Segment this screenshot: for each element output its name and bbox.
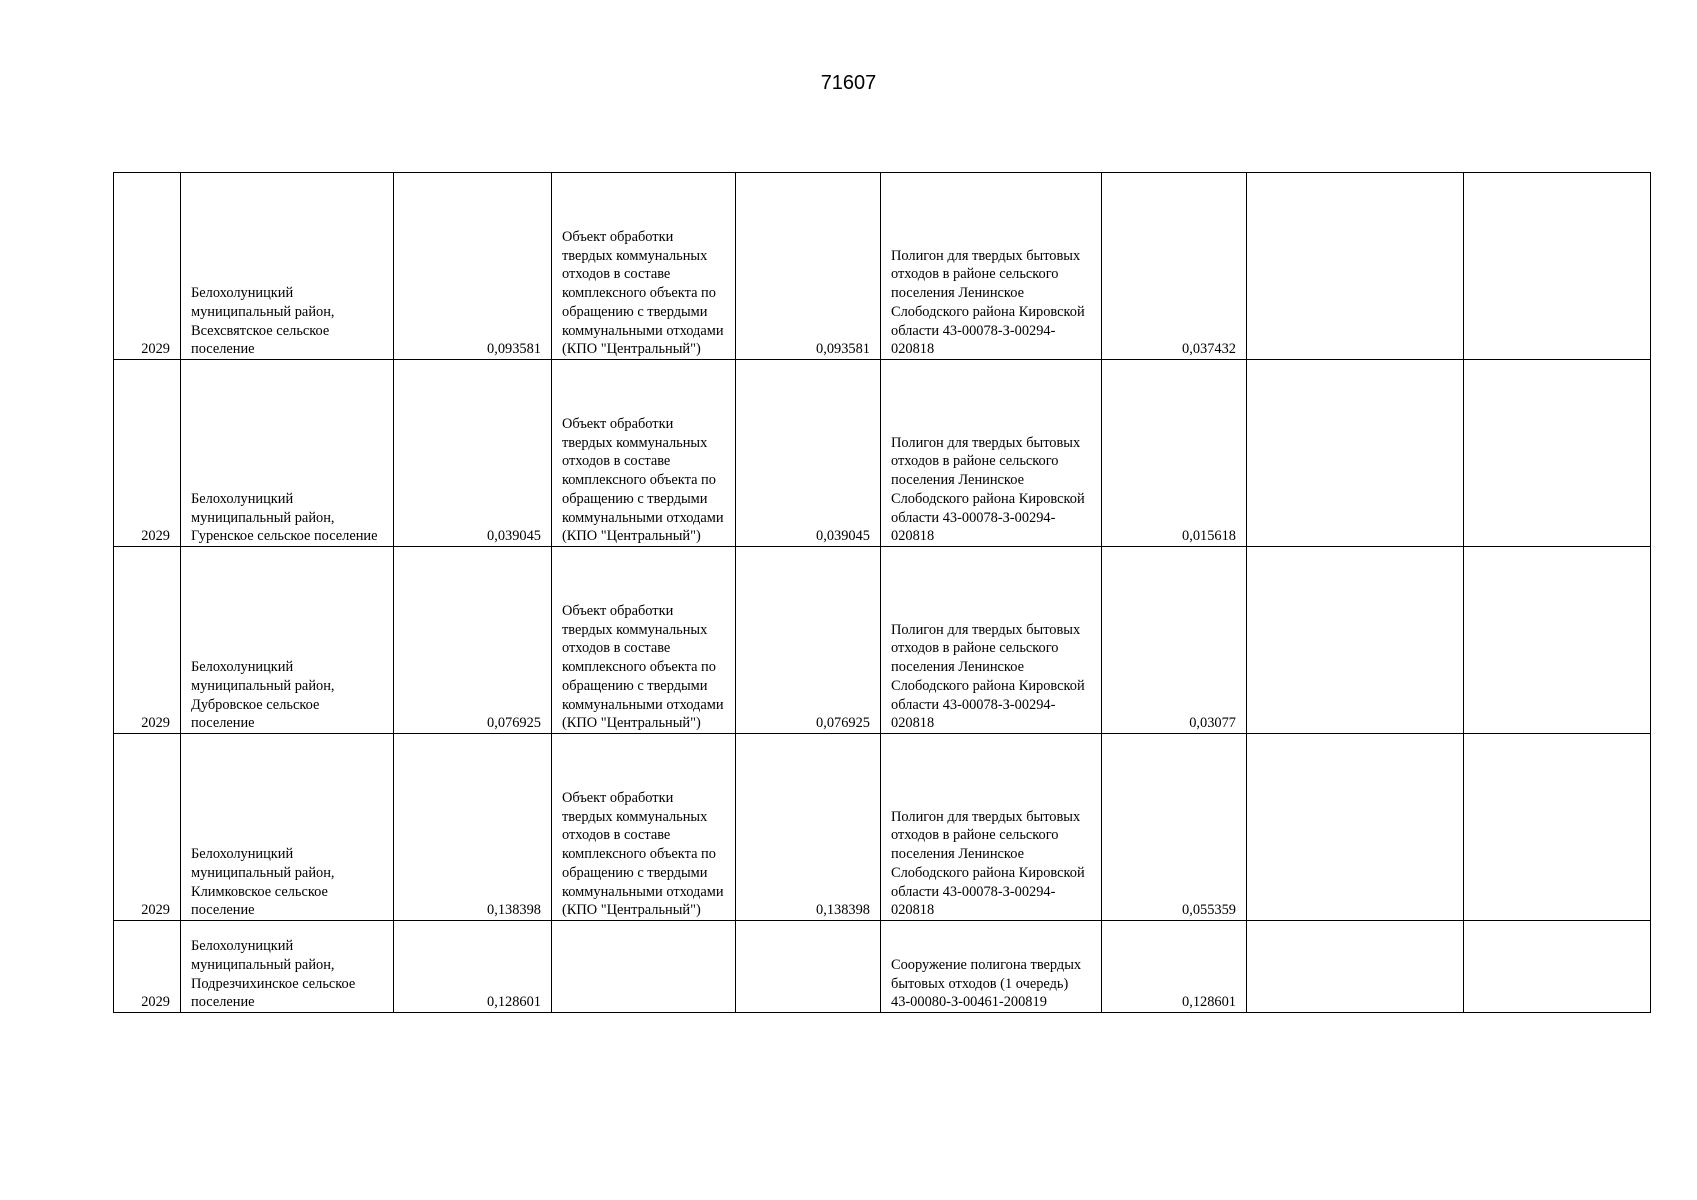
empty-cell bbox=[1464, 173, 1651, 360]
facility-cell: Объект обработки твердых коммунальных отходов в составе комплексного объекта по обращению с твердыми коммунальными отходами (КПО "Центральный") bbox=[552, 734, 736, 921]
municipality-cell: Белохолуницкий муниципальный район, Подрезчихинское сельское поселение bbox=[181, 921, 394, 1013]
empty-cell bbox=[1464, 547, 1651, 734]
landfill-value-cell: 0,037432 bbox=[1102, 173, 1247, 360]
data-table bbox=[113, 172, 1651, 1013]
empty-cell bbox=[1247, 173, 1464, 360]
year-cell: 2029 bbox=[114, 921, 181, 1013]
empty-cell bbox=[1464, 734, 1651, 921]
municipality-cell: Белохолуницкий муниципальный район, Гуренское сельское поселение bbox=[181, 360, 394, 547]
table-row bbox=[114, 734, 1651, 921]
empty-cell bbox=[1464, 921, 1651, 1013]
facility-value-cell: 0,138398 bbox=[736, 734, 881, 921]
municipality-cell: Белохолуницкий муниципальный район, Дубровское сельское поселение bbox=[181, 547, 394, 734]
table-row bbox=[114, 547, 1651, 734]
empty-cell bbox=[1247, 921, 1464, 1013]
year-cell: 2029 bbox=[114, 734, 181, 921]
total-value-cell: 0,076925 bbox=[394, 547, 552, 734]
facility-value-cell bbox=[736, 921, 881, 1013]
municipality-cell: Белохолуницкий муниципальный район, Климковское сельское поселение bbox=[181, 734, 394, 921]
year-cell: 2029 bbox=[114, 547, 181, 734]
landfill-cell: Сооружение полигона твердых бытовых отходов (1 очередь) 43-00080-З-00461-200819 bbox=[881, 921, 1102, 1013]
facility-cell bbox=[552, 921, 736, 1013]
table-row bbox=[114, 173, 1651, 360]
total-value-cell: 0,138398 bbox=[394, 734, 552, 921]
facility-cell: Объект обработки твердых коммунальных отходов в составе комплексного объекта по обращению с твердыми коммунальными отходами (КПО "Центральный") bbox=[552, 547, 736, 734]
year-cell: 2029 bbox=[114, 173, 181, 360]
page-number: 71607 bbox=[820, 72, 877, 94]
facility-value-cell: 0,076925 bbox=[736, 547, 881, 734]
landfill-value-cell: 0,055359 bbox=[1102, 734, 1247, 921]
empty-cell bbox=[1247, 360, 1464, 547]
empty-cell bbox=[1247, 734, 1464, 921]
landfill-value-cell: 0,03077 bbox=[1102, 547, 1247, 734]
empty-cell bbox=[1247, 547, 1464, 734]
table-row bbox=[114, 921, 1651, 1013]
empty-cell bbox=[1464, 360, 1651, 547]
landfill-cell: Полигон для твердых бытовых отходов в районе сельского поселения Ленинское Слободского района Кировской области 43-00078-З-00294-020818 bbox=[881, 547, 1102, 734]
total-value-cell: 0,128601 bbox=[394, 921, 552, 1013]
landfill-value-cell: 0,128601 bbox=[1102, 921, 1247, 1013]
facility-value-cell: 0,039045 bbox=[736, 360, 881, 547]
landfill-cell: Полигон для твердых бытовых отходов в районе сельского поселения Ленинское Слободского района Кировской области 43-00078-З-00294-020818 bbox=[881, 173, 1102, 360]
total-value-cell: 0,039045 bbox=[394, 360, 552, 547]
facility-cell: Объект обработки твердых коммунальных отходов в составе комплексного объекта по обращению с твердыми коммунальными отходами (КПО "Центральный") bbox=[552, 360, 736, 547]
municipality-cell: Белохолуницкий муниципальный район, Всехсвятское сельское поселение bbox=[181, 173, 394, 360]
table-row bbox=[114, 360, 1651, 547]
landfill-cell: Полигон для твердых бытовых отходов в районе сельского поселения Ленинское Слободского района Кировской области 43-00078-З-00294-020818 bbox=[881, 360, 1102, 547]
year-cell: 2029 bbox=[114, 360, 181, 547]
landfill-cell: Полигон для твердых бытовых отходов в районе сельского поселения Ленинское Слободского района Кировской области 43-00078-З-00294-020818 bbox=[881, 734, 1102, 921]
facility-value-cell: 0,093581 bbox=[736, 173, 881, 360]
facility-cell: Объект обработки твердых коммунальных отходов в составе комплексного объекта по обращению с твердыми коммунальными отходами (КПО "Центральный") bbox=[552, 173, 736, 360]
landfill-value-cell: 0,015618 bbox=[1102, 360, 1247, 547]
total-value-cell: 0,093581 bbox=[394, 173, 552, 360]
